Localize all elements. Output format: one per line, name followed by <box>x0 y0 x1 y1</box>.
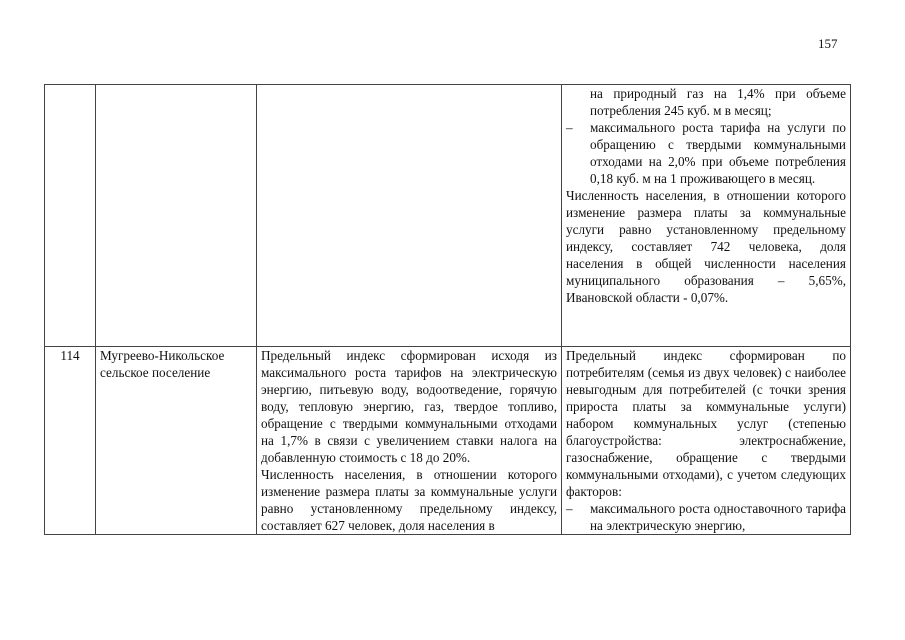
factor-list <box>566 500 846 534</box>
table-row-continued <box>45 85 851 347</box>
factor-list <box>566 85 846 187</box>
dash-marker: – <box>566 120 573 135</box>
population-paragraph: Численность населения, в отношении которого изменение размера платы за коммунальные услуги равно установленному предельному индексу, составляет 742 человека, доля населения в общей численности населения муниципального образования – 5,65%, Ивановской области - 0,07%. <box>566 188 846 305</box>
consumer-basis-cell <box>562 347 851 535</box>
list-item <box>566 119 846 187</box>
list-item-continued: на природный газ на 1,4% при объеме потребления 245 куб. м в месяц; <box>590 86 846 118</box>
index-basis-cell <box>257 85 562 347</box>
list-item-text: максимального роста тарифа на услуги по обращению с твердыми коммунальными отходами на 2,0% при объеме потребления 0,18 куб. м на 1 проживающего в месяц. <box>590 120 846 186</box>
consumer-basis-cell <box>562 85 851 347</box>
settlement-name-cell: Мугреево-Никольское сельское поселение <box>96 347 257 535</box>
page-number: 157 <box>818 36 838 51</box>
row-number-cell <box>45 85 96 347</box>
list-item-text: максимального роста одноставочного тарифа на электрическую энергию, <box>590 501 846 533</box>
settlement-name-cell <box>96 85 257 347</box>
list-item <box>566 500 846 534</box>
dash-marker: – <box>566 501 573 516</box>
index-basis-paragraph: Предельный индекс сформирован исходя из максимального роста тарифов на электрическую энергию, питьевую воду, водоотведение, горячую воду, тепловую энергию, газ, твердое топливо, обращение с твердыми коммунальными отходами на 1,7% в связи с увеличением ставки налога на добавленную стоимость с 18 до 20%. <box>261 348 557 465</box>
row-number-cell: 114 <box>45 347 96 535</box>
consumer-basis-paragraph: Предельный индекс сформирован по потребителям (семья из двух человек) с наиболее невыгодным для потребителей (с точки зрения прироста платы за коммунальные услуги) набором коммунальных услуг (степенью благоустройства: электроснабжение, газоснабжение, обращение с твердыми коммунальными отходами), с учетом следующих факторов: <box>566 348 846 499</box>
index-basis-cell <box>257 347 562 535</box>
population-paragraph: Численность населения, в отношении которого изменение размера платы за коммунальные услуги равно установленному предельному индексу, составляет 627 человек, доля населения в <box>261 467 557 533</box>
tariff-table <box>44 84 851 535</box>
table-row <box>45 347 851 535</box>
